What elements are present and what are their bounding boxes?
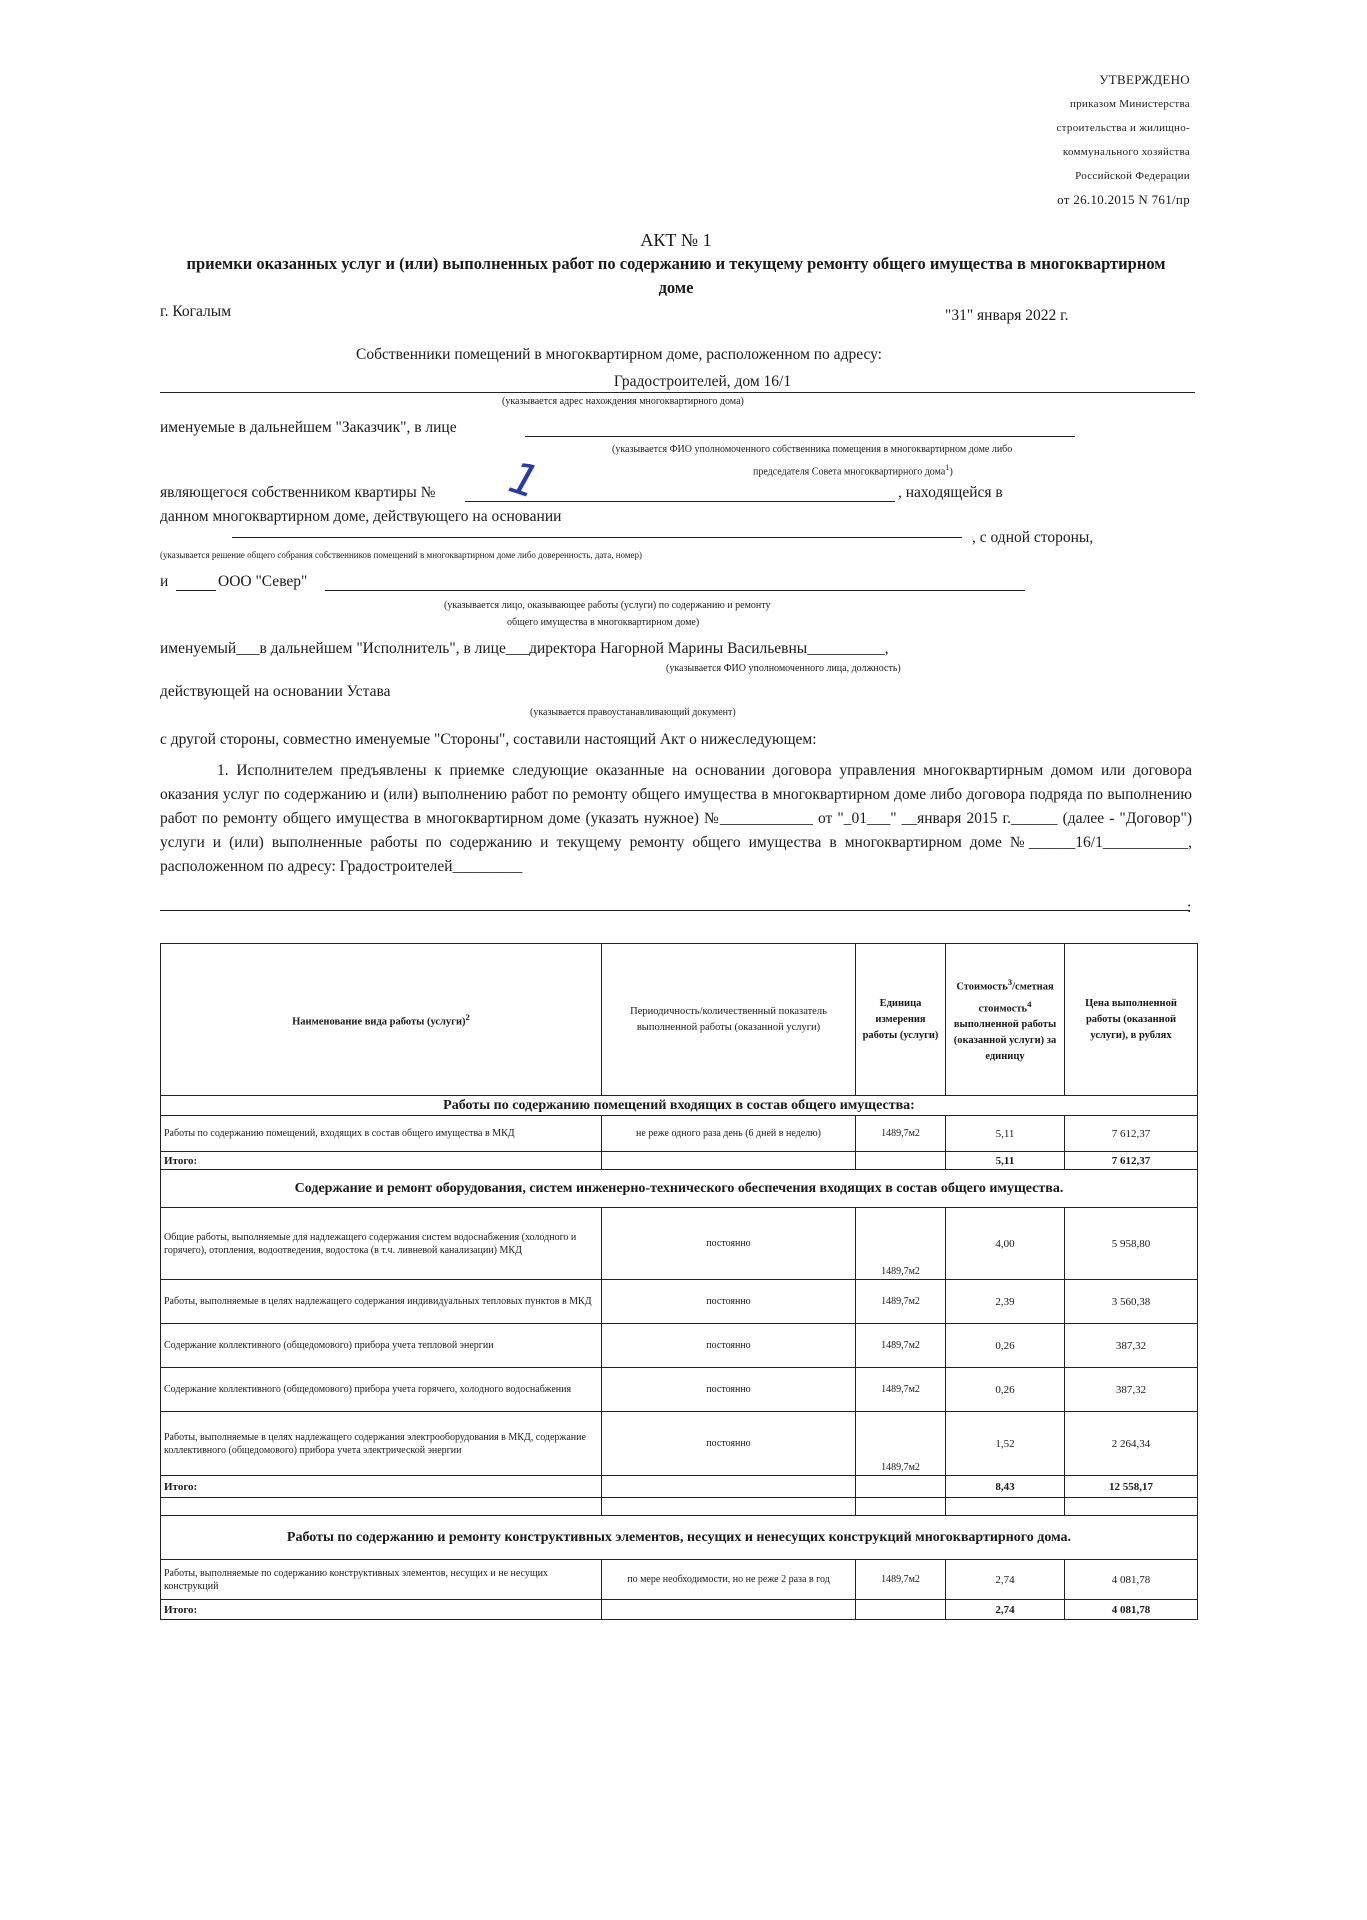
customer-line: именуемые в дальнейшем "Заказчик", в лице — [160, 419, 457, 436]
work-periodicity: не реже одного раза день (6 дней в неделю) — [602, 1116, 856, 1152]
table-row — [161, 1116, 1198, 1152]
header-cost — [946, 944, 1065, 1096]
customer-name-field — [525, 418, 1075, 437]
paragraph-1: 1. Исполнителем предъявлены к приемке следующие оказанные на основании договора управления многоквартирным домом или договора оказания услуг по содержанию и (или) выполнению работ по ремонту общего имущества в многоквартирном доме либо договора подряда по выполнению работ по ремонту общего имущества в многоквартирном доме (указать нужное) №____________ от "_01___" __января 2015 г.______ (далее - "Договор") услуги и (или) выполненные работы по содержанию и текущему ремонту общего имущества в многоквартирном доме №______16/1___________, расположенном по адресу: Градостроителей_________ — [160, 762, 1192, 875]
total-row — [161, 1600, 1198, 1620]
section-1-title: Работы по содержанию помещений входящих в состав общего имущества: — [161, 1096, 1198, 1116]
section-2-title: Содержание и ремонт оборудования, систем инженерно-технического обеспечения входящих в состав общего имущества. — [161, 1170, 1198, 1208]
customer-note-2-end: ) — [949, 466, 953, 478]
section-title-row — [161, 1096, 1198, 1116]
empty-cell — [602, 1152, 856, 1170]
footnote-marker: 4 — [1027, 998, 1032, 1009]
table-header-row — [161, 944, 1198, 1096]
act-title-block — [160, 228, 1192, 300]
work-unit: 1489,7м2 — [856, 1368, 946, 1412]
total-cost: 5,11 — [946, 1152, 1065, 1170]
address-value: Градостроителей, дом 16/1 — [613, 373, 792, 390]
work-price: 3 560,38 — [1065, 1280, 1198, 1324]
work-name: Работы, выполняемые в целях надлежащего содержания индивидуальных тепловых пунктов в МКД — [161, 1280, 602, 1324]
work-name: Работы по содержанию помещений, входящих в состав общего имущества в МКД — [161, 1116, 602, 1152]
located-in: , находящейся в — [898, 484, 1003, 501]
work-cost: 1,52 — [946, 1412, 1065, 1476]
approval-line: строительства и жилищно- — [1056, 122, 1190, 134]
work-cost: 5,11 — [946, 1116, 1065, 1152]
decision-note: (указывается решение общего собрания собственников помещений в многоквартирном доме либо доверенность, дата, номер) — [160, 550, 643, 560]
total-label: Итого: — [161, 1152, 602, 1170]
paragraph-end-line — [160, 896, 1190, 911]
work-periodicity: по мере необходимости, но не реже 2 раза в год — [602, 1560, 856, 1600]
handwritten-apartment-number: 1 — [502, 451, 546, 510]
empty-cell — [856, 1600, 946, 1620]
work-cost: 0,26 — [946, 1324, 1065, 1368]
work-name: Работы, выполняемые в целях надлежащего содержания электрооборудования в МКД, содержание коллективного (общедомового) прибора учета электрической энергии — [161, 1412, 602, 1476]
address-field — [160, 372, 1195, 393]
header-cost-text: /сметная стоимость — [978, 981, 1054, 1014]
work-unit: 1489,7м2 — [856, 1116, 946, 1152]
header-unit: Единица измерения работы (услуги) — [856, 944, 946, 1096]
work-periodicity: постоянно — [602, 1324, 856, 1368]
acting-basis-line: данном многоквартирном доме, действующего на основании — [160, 508, 562, 525]
total-label: Итого: — [161, 1600, 602, 1620]
empty-row — [161, 1498, 1198, 1516]
work-unit: 1489,7м2 — [856, 1280, 946, 1324]
approval-line: Российской Федерации — [1075, 170, 1190, 182]
work-unit: 1489,7м2 — [856, 1412, 946, 1476]
header-cost-text: выполненной работы (оказанной услуги) за единицу — [953, 1019, 1057, 1062]
table-row — [161, 1324, 1198, 1368]
works-table — [160, 943, 1198, 1620]
table-row — [161, 1368, 1198, 1412]
other-side-line: с другой стороны, совместно именуемые "Стороны", составили настоящий Акт о нижеследующем: — [160, 731, 817, 748]
one-side: , с одной стороны, — [972, 529, 1094, 546]
work-price: 4 081,78 — [1065, 1560, 1198, 1600]
contractor-name: ООО "Север" — [218, 573, 308, 590]
blank-field — [176, 572, 216, 591]
contractor-note-1: (указывается лицо, оказывающее работы (услуги) по содержанию и ремонту — [444, 600, 771, 611]
owners-line: Собственники помещений в многоквартирном доме, расположенном по адресу: — [356, 346, 882, 363]
act-subtitle: приемки оказанных услуг и (или) выполненных работ по содержанию и текущему ремонту общего имущества в многоквартирном доме — [186, 254, 1166, 297]
empty-cell — [1065, 1498, 1198, 1516]
empty-cell — [946, 1498, 1065, 1516]
work-name: Содержание коллективного (общедомового) прибора учета тепловой энергии — [161, 1324, 602, 1368]
basis-field — [232, 519, 962, 538]
work-price: 7 612,37 — [1065, 1116, 1198, 1152]
and-word: и — [160, 573, 169, 590]
approval-stamp-block — [1057, 68, 1191, 212]
empty-cell — [856, 1476, 946, 1498]
customer-note-1: (указывается ФИО уполномоченного собственника помещения в многоквартирном доме либо — [612, 444, 1013, 455]
act-number: АКТ № 1 — [640, 230, 712, 250]
work-unit: 1489,7м2 — [856, 1560, 946, 1600]
customer-note-2-text: председателя Совета многоквартирного дома — [753, 466, 946, 478]
footnote-marker: 2 — [465, 1011, 470, 1022]
work-unit: 1489,7м2 — [856, 1324, 946, 1368]
basis-note: (указывается правоустанавливающий документ) — [530, 707, 736, 718]
footnote-marker: 1 — [945, 463, 950, 472]
section-title-row — [161, 1516, 1198, 1560]
work-cost: 2,74 — [946, 1560, 1065, 1600]
table-row — [161, 1280, 1198, 1324]
total-price: 4 081,78 — [1065, 1600, 1198, 1620]
work-periodicity: постоянно — [602, 1412, 856, 1476]
total-row — [161, 1476, 1198, 1498]
work-price: 2 264,34 — [1065, 1412, 1198, 1476]
approval-title: УТВЕРЖДЕНО — [1099, 72, 1190, 87]
total-price: 12 558,17 — [1065, 1476, 1198, 1498]
total-label: Итого: — [161, 1476, 602, 1498]
trailing-colon: : — [1187, 899, 1192, 916]
empty-cell — [602, 1498, 856, 1516]
approval-line: коммунального хозяйства — [1062, 146, 1190, 158]
total-price: 7 612,37 — [1065, 1152, 1198, 1170]
work-name: Содержание коллективного (общедомового) прибора учета горячего, холодного водоснабжения — [161, 1368, 602, 1412]
work-periodicity: постоянно — [602, 1368, 856, 1412]
header-periodicity: Периодичность/количественный показатель выполненной работы (оказанной услуги) — [602, 944, 856, 1096]
header-price: Цена выполненной работы (оказанной услуги), в рублях — [1065, 944, 1198, 1096]
section-3-title: Работы по содержанию и ремонту конструктивных элементов, несущих и ненесущих конструкций многоквартирного дома. — [161, 1516, 1198, 1560]
total-cost: 2,74 — [946, 1600, 1065, 1620]
empty-cell — [856, 1498, 946, 1516]
header-cost-text: Стоимость — [956, 981, 1008, 993]
work-periodicity: постоянно — [602, 1208, 856, 1280]
city: г. Когалым — [160, 303, 232, 320]
basis-line: действующей на основании Устава — [160, 683, 391, 700]
work-price: 5 958,80 — [1065, 1208, 1198, 1280]
table-row — [161, 1208, 1198, 1280]
contractor-field — [325, 572, 1025, 591]
header-name-text: Наименование вида работы (услуги) — [292, 1016, 466, 1028]
empty-cell — [161, 1498, 602, 1516]
work-cost: 0,26 — [946, 1368, 1065, 1412]
address-note: (указывается адрес нахождения многоквартирного дома) — [502, 396, 744, 407]
empty-cell — [856, 1152, 946, 1170]
empty-cell — [602, 1476, 856, 1498]
work-name: Общие работы, выполняемые для надлежащего содержания систем водоснабжения (холодного и горячего), отопления, водоотведения, водостока (в т.ч. ливневой канализации) МКД — [161, 1208, 602, 1280]
section-title-row — [161, 1170, 1198, 1208]
executor-note: (указывается ФИО уполномоченного лица, должность) — [666, 663, 901, 674]
owner-apartment-line: являющегося собственником квартиры № — [160, 484, 436, 501]
customer-note-2 — [753, 463, 953, 477]
total-row — [161, 1152, 1198, 1170]
approval-order-date: от 26.10.2015 N 761/пр — [1057, 192, 1190, 207]
work-unit: 1489,7м2 — [856, 1208, 946, 1280]
work-periodicity: постоянно — [602, 1280, 856, 1324]
footnote-marker: 3 — [1007, 977, 1013, 987]
contractor-note-2: общего имущества в многоквартирном доме) — [507, 617, 700, 628]
act-date: "31" января 2022 г. — [945, 307, 1069, 324]
work-price: 387,32 — [1065, 1368, 1198, 1412]
work-price: 387,32 — [1065, 1324, 1198, 1368]
empty-cell — [602, 1600, 856, 1620]
table-row — [161, 1412, 1198, 1476]
total-cost: 8,43 — [946, 1476, 1065, 1498]
header-name — [161, 944, 602, 1096]
executor-line: именуемый___в дальнейшем "Исполнитель", в лице___директора Нагорной Марины Васильевны__________, — [160, 640, 889, 657]
work-name: Работы, выполняемые по содержанию конструктивных элементов, несущих и не несущих конструкций — [161, 1560, 602, 1600]
approval-line: приказом Министерства — [1069, 98, 1190, 110]
table-row — [161, 1560, 1198, 1600]
work-cost: 4,00 — [946, 1208, 1065, 1280]
work-cost: 2,39 — [946, 1280, 1065, 1324]
